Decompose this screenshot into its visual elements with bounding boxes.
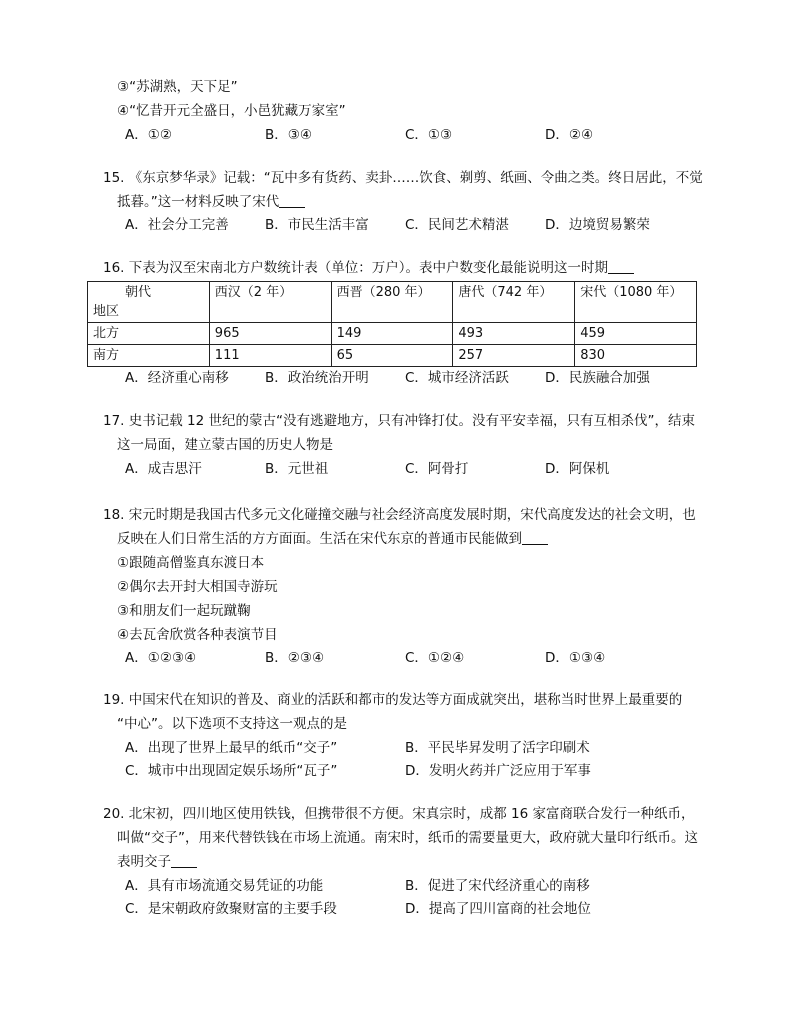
q19-stem-line-2: “中心”。以下选项不支持这一观点的是 (117, 716, 347, 732)
q16-stem-line-1: 16. 下表为汉至宋南北方户数统计表（单位：万户）。表中户数变化最能说明这一时期 (103, 258, 634, 278)
q18-item-4: ④去瓦舍欣赏各种表演节目 (117, 627, 278, 643)
q18-item-1: ①跟随高僧鉴真东渡日本 (117, 555, 265, 571)
table-row (88, 323, 697, 345)
q19-option-b: B．平民毕昇发明了活字印刷术 (405, 740, 590, 756)
q15-option-b: B．市民生活丰富 (265, 217, 369, 233)
table-cell: 459 (575, 323, 697, 345)
q17-option-c: C．阿骨打 (405, 461, 469, 477)
q14-option-a: A．①② (125, 127, 172, 143)
q15-option-a: A．社会分工完善 (125, 217, 229, 233)
q15-option-d: D．边境贸易繁荣 (545, 217, 650, 233)
q15-stem-line-2: 抵暮。”这一材料反映了宋代 (117, 192, 305, 212)
q20-option-d: D．提高了四川富商的社会地位 (405, 901, 591, 917)
q17-option-b: B．元世祖 (265, 461, 329, 477)
answer-blank (608, 259, 634, 274)
q18-stem-line-2: 反映在人们日常生活的方方面面。生活在宋代东京的普通市民能做到 (117, 529, 548, 549)
table-header-row (88, 282, 697, 323)
table-cell: 830 (575, 345, 697, 367)
q19-option-d: D．发明火药并广泛应用于军事 (405, 763, 591, 779)
q16-option-b: B．政治统治开明 (265, 370, 369, 386)
table-cell: 493 (453, 323, 575, 345)
q16-option-c: C．城市经济活跃 (405, 370, 509, 386)
q14-option-d: D．②④ (545, 127, 594, 143)
q18-option-c: C．①②④ (405, 650, 465, 666)
q14-item-4: ④“忆昔开元全盛日，小邑犹藏万家室” (117, 103, 346, 119)
q17-stem-line-2: 这一局面，建立蒙古国的历史人物是 (117, 437, 333, 453)
table-row-header: 南方 (88, 345, 210, 367)
table-cell: 257 (453, 345, 575, 367)
q14-option-c: C．①③ (405, 127, 453, 143)
q20-stem-line-1: 20. 北宋初，四川地区使用铁钱，但携带很不方便。宋真宗时，成都 16 家富商联合发行一种纸币， (103, 806, 695, 822)
table-column-header: 宋代（1080 年） (575, 282, 697, 323)
q14-option-b: B．③④ (265, 127, 312, 143)
q20-stem-line-3: 表明交子 (117, 852, 197, 872)
q19-option-c: C．城市中出现固定娱乐场所“瓦子” (125, 763, 338, 779)
q18-stem-line-1: 18. 宋元时期是我国古代多元文化碰撞交融与社会经济高度发展时期，宋代高度发达的社会文明，也 (103, 507, 696, 523)
table-column-header: 西汉（2 年） (209, 282, 331, 323)
table-corner-cell: 朝代 地区 (88, 282, 210, 323)
table-column-header: 西晋（280 年） (331, 282, 453, 323)
q20-option-b: B．促进了宋代经济重心的南移 (405, 878, 590, 894)
q15-option-c: C．民间艺术精湛 (405, 217, 509, 233)
q20-option-a: A．具有市场流通交易凭证的功能 (125, 878, 324, 894)
q20-stem-line-2: 叫做“交子”，用来代替铁钱在市场上流通。南宋时，纸币的需要量更大，政府就大量印行纸币。这 (117, 830, 698, 846)
q17-option-d: D．阿保机 (545, 461, 610, 477)
table-cell: 65 (331, 345, 453, 367)
household-stats-table (87, 281, 697, 367)
answer-blank (171, 853, 197, 868)
table-column-header: 唐代（742 年） (453, 282, 575, 323)
q15-stem-line-1: 15. 《东京梦华录》记载：“瓦中多有货药、卖卦……饮食、剃剪、纸画、令曲之类。终日居此，不觉 (103, 170, 703, 186)
q17-stem-line-1: 17. 史书记载 12 世纪的蒙古“没有逃避地方，只有冲锋打仗。没有平安幸福，只有互相杀伐”，结束 (103, 413, 696, 429)
q14-item-3: ③“苏湖熟，天下足” (117, 79, 238, 95)
answer-blank (279, 193, 305, 208)
q18-item-2: ②偶尔去开封大相国寺游玩 (117, 579, 278, 595)
table-cell: 111 (209, 345, 331, 367)
q16-option-a: A．经济重心南移 (125, 370, 229, 386)
q20-option-c: C．是宋朝政府敛聚财富的主要手段 (125, 901, 337, 917)
table-cell: 149 (331, 323, 453, 345)
q18-item-3: ③和朋友们一起玩蹴鞠 (117, 603, 251, 619)
q18-option-a: A．①②③④ (125, 650, 197, 666)
q18-option-d: D．①③④ (545, 650, 606, 666)
q18-option-b: B．②③④ (265, 650, 325, 666)
q16-option-d: D．民族融合加强 (545, 370, 650, 386)
q19-stem-line-1: 19. 中国宋代在知识的普及、商业的活跃和都市的发达等方面成就突出，堪称当时世界上最重要的 (103, 692, 683, 708)
table-cell: 965 (209, 323, 331, 345)
table-row (88, 345, 697, 367)
q19-option-a: A．出现了世界上最早的纸币“交子” (125, 740, 338, 756)
q17-option-a: A．成吉思汗 (125, 461, 202, 477)
table-row-header: 北方 (88, 323, 210, 345)
answer-blank (522, 530, 548, 545)
